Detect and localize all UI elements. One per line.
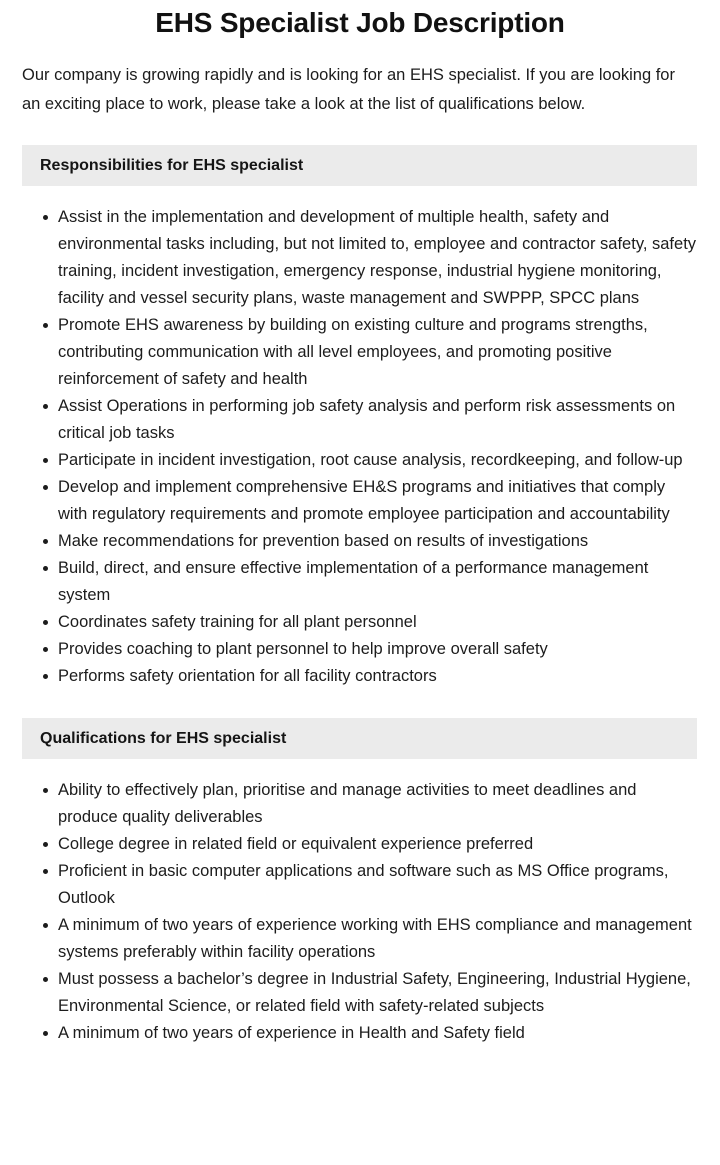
list-item: Performs safety orientation for all facility contractors <box>22 663 698 690</box>
list-item: Build, direct, and ensure effective implementation of a performance management system <box>22 555 698 609</box>
list-item: College degree in related field or equivalent experience preferred <box>22 831 698 858</box>
list-item: Make recommendations for prevention based on results of investigations <box>22 528 698 555</box>
list-item: Provides coaching to plant personnel to help improve overall safety <box>22 636 698 663</box>
list-item: Assist Operations in performing job safety analysis and perform risk assessments on critical job tasks <box>22 393 698 447</box>
qualifications-header-bar <box>22 718 697 759</box>
intro-paragraph: Our company is growing rapidly and is looking for an EHS specialist. If you are looking for an exciting place to work, please take a look at the list of qualifications below. <box>22 66 675 113</box>
responsibilities-section <box>0 145 720 690</box>
list-item: Participate in incident investigation, root cause analysis, recordkeeping, and follow-up <box>22 447 698 474</box>
qualifications-list <box>0 759 720 1047</box>
page-title: EHS Specialist Job Description <box>155 7 565 38</box>
page-bottom-spacer <box>0 1047 720 1069</box>
list-item: Promote EHS awareness by building on existing culture and programs strengths, contributing communication with all level employees, and promoting positive reinforcement of safety and health <box>22 312 698 393</box>
list-item: A minimum of two years of experience in Health and Safety field <box>22 1020 698 1047</box>
list-item: Ability to effectively plan, prioritise and manage activities to meet deadlines and produce quality deliverables <box>22 777 698 831</box>
list-item: A minimum of two years of experience working with EHS compliance and management systems preferably within facility operations <box>22 912 698 966</box>
qualifications-header-label: Qualifications for EHS specialist <box>40 729 287 747</box>
list-item: Assist in the implementation and development of multiple health, safety and environmental tasks including, but not limited to, employee and contractor safety, safety training, incident investigation, emergency response, industrial hygiene monitoring, facility and vessel security plans, waste management and SWPPP, SPCC plans <box>22 204 698 312</box>
list-item: Must possess a bachelor’s degree in Industrial Safety, Engineering, Industrial Hygiene, Environmental Science, or related field with safety-related subjects <box>22 966 698 1020</box>
responsibilities-list <box>0 186 720 690</box>
list-item: Develop and implement comprehensive EH&S programs and initiatives that comply with regulatory requirements and promote employee participation and accountability <box>22 474 698 528</box>
list-item: Coordinates safety training for all plant personnel <box>22 609 698 636</box>
list-item: Proficient in basic computer applications and software such as MS Office programs, Outlook <box>22 858 698 912</box>
qualifications-section <box>0 718 720 1047</box>
responsibilities-header-label: Responsibilities for EHS specialist <box>40 156 304 174</box>
responsibilities-header-bar <box>22 145 697 186</box>
